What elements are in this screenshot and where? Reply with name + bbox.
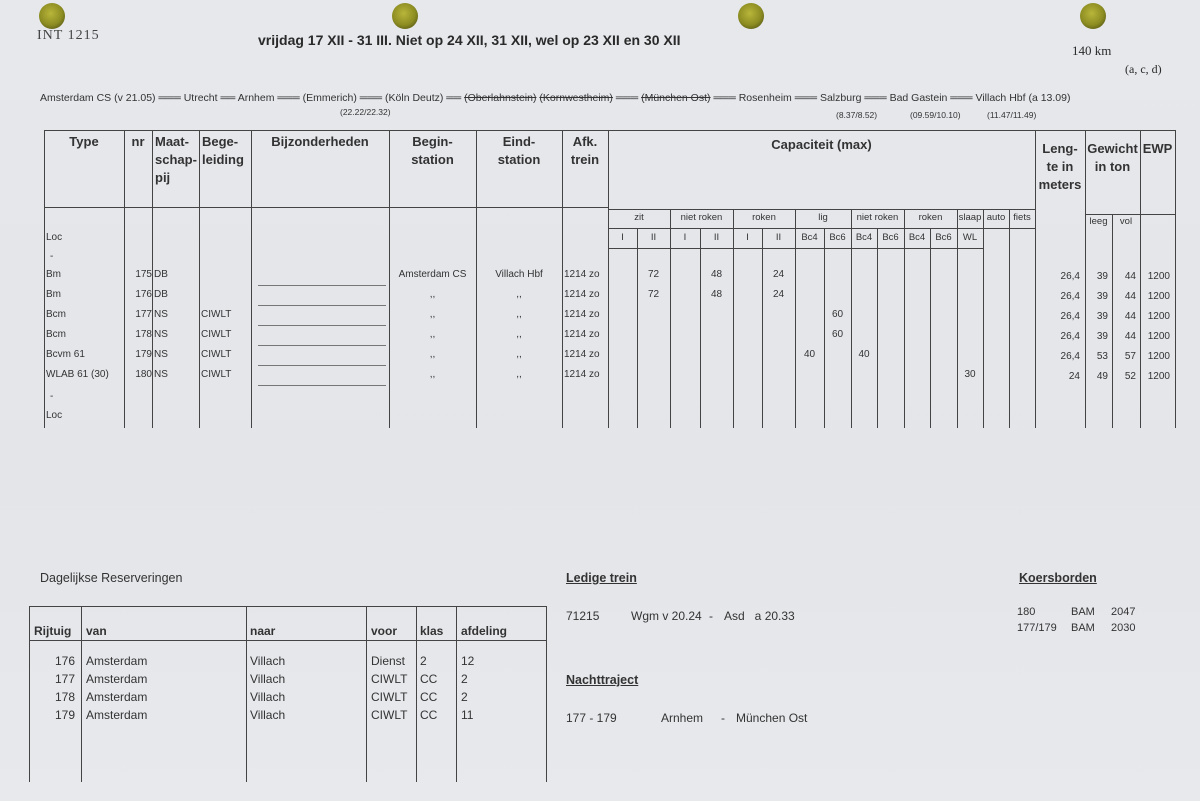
koers-code: BAM	[1071, 606, 1095, 618]
nachttraject-title: Nachttraject	[566, 673, 639, 687]
koers-nr: 177/179	[1017, 622, 1057, 634]
bijzonderheden-line	[258, 285, 386, 286]
class-label: I	[621, 232, 624, 243]
header-lengte: Leng- te in meters	[1038, 141, 1082, 192]
ledige-trein-to: Asd a 20.33	[724, 609, 795, 623]
cell-leeg: 39	[1096, 291, 1108, 302]
subheader-zit: zit	[634, 212, 644, 223]
ledige-trein-number: 71215	[566, 609, 600, 623]
route-stop: (Oberlahnstein)	[464, 92, 537, 104]
subheader-leeg: leeg	[1089, 216, 1108, 227]
bijzonderheden-line	[258, 385, 386, 386]
cell-leeg: 39	[1096, 311, 1108, 322]
cell-vol: 57	[1124, 351, 1136, 362]
subheader-niet-roken: niet roken	[680, 212, 723, 223]
cell-vol: 44	[1124, 291, 1136, 302]
cell-type: WLAB 61 (30)	[46, 369, 109, 380]
res-cell-klas: 2	[420, 654, 427, 668]
header-nr: nr	[131, 134, 145, 149]
res-cell-van: Amsterdam	[86, 708, 148, 722]
cell-maat: NS	[154, 369, 168, 380]
codes: (a, c, d)	[1125, 62, 1162, 76]
koers-num: 2047	[1111, 606, 1136, 618]
cell-ewp: 1200	[1147, 271, 1170, 282]
cell-r2: 24	[772, 269, 785, 280]
cell-begin: ,,	[429, 289, 436, 300]
cell-eind: ,,	[516, 369, 522, 380]
cell-afk: 1214 zo	[564, 369, 600, 380]
res-cell-naar: Villach	[250, 708, 286, 722]
cell-bege: CIWLT	[201, 309, 232, 320]
cell-ewp: 1200	[1147, 351, 1170, 362]
cell-leeg: 39	[1096, 331, 1108, 342]
nachttraject-from: Arnhem	[661, 711, 704, 725]
cell-leeg: 53	[1096, 351, 1108, 362]
header-afktrein: Afk. trein	[570, 134, 600, 167]
res-cell-naar: Villach	[250, 690, 286, 704]
cell-afk: 1214 zo	[564, 309, 600, 320]
nachttraject-to: München Ost	[736, 711, 808, 725]
cell-nr2: 48	[710, 269, 723, 280]
res-cell-van: Amsterdam	[86, 672, 148, 686]
class-label: I	[746, 232, 749, 243]
res-header-naar: naar	[250, 624, 276, 638]
route-stop: Bad Gastein	[889, 92, 948, 104]
route-stop: Arnhem	[237, 92, 275, 104]
cell-maat: NS	[154, 309, 168, 320]
res-cell-rijtuig: 177	[54, 672, 75, 686]
cell-nr: 179	[135, 349, 152, 360]
cell-bege: CIWLT	[201, 329, 232, 340]
res-cell-voor: CIWLT	[371, 690, 408, 704]
class-label: Bc4	[801, 232, 818, 243]
loc-label: Loc	[46, 410, 63, 421]
cell-begin: Amsterdam CS	[398, 269, 467, 280]
punch-hole	[392, 3, 418, 29]
cell-begin: ,,	[429, 369, 436, 380]
header-ewp: EWP	[1142, 141, 1173, 156]
route-stop: (Emmerich)	[302, 92, 357, 104]
header-bijzonderheden: Bijzonderheden	[271, 134, 369, 149]
bijzonderheden-line	[258, 325, 386, 326]
cell-eind: ,,	[516, 349, 522, 360]
cell-len: 24	[1068, 371, 1080, 382]
res-cell-naar: Villach	[250, 654, 286, 668]
cell-ewp: 1200	[1147, 311, 1170, 322]
cell-nr: 175	[135, 269, 152, 280]
cell-nr2: 48	[710, 289, 723, 300]
res-cell-voor: CIWLT	[371, 672, 408, 686]
cell-vol: 44	[1124, 331, 1136, 342]
header-gewicht: Gewicht in ton	[1087, 141, 1138, 174]
cell-afk: 1214 zo	[564, 349, 600, 360]
route-stop: (München Ost)	[641, 92, 711, 104]
res-cell-afdeling: 2	[461, 690, 468, 704]
punch-hole	[738, 3, 764, 29]
cell-type: Bcm	[46, 309, 66, 320]
bijzonderheden-line	[258, 365, 386, 366]
cell-eind: ,,	[516, 289, 522, 300]
cell-len: 26,4	[1060, 311, 1080, 322]
cell-leeg: 49	[1096, 371, 1108, 382]
res-cell-klas: CC	[420, 708, 438, 722]
date-line: vrijdag 17 XII - 31 III. Niet op 24 XII, 31 XII, wel op 23 XII en 30 XII	[258, 32, 681, 48]
salzburg-time: (09.59/10.10)	[910, 110, 961, 120]
cell-len: 26,4	[1060, 271, 1080, 282]
nachttraject-range: 177 - 179	[566, 711, 617, 725]
distance: 140 km	[1072, 43, 1112, 58]
res-cell-klas: CC	[420, 690, 438, 704]
header-eindstation: Eind- station	[497, 134, 541, 167]
koers-code: BAM	[1071, 622, 1095, 634]
res-cell-rijtuig: 179	[54, 708, 75, 722]
res-cell-rijtuig: 178	[54, 690, 75, 704]
res-cell-rijtuig: 176	[54, 654, 75, 668]
res-header-van: van	[86, 624, 107, 638]
cell-maat: DB	[154, 269, 168, 280]
cell-len: 26,4	[1060, 331, 1080, 342]
cell-maat: NS	[154, 349, 168, 360]
train-id: INT 1215	[37, 28, 100, 43]
cell-eind: Villach Hbf	[495, 269, 543, 280]
bijzonderheden-line	[258, 345, 386, 346]
class-label: Bc4	[855, 232, 873, 243]
res-header-afdeling: afdeling	[461, 624, 508, 638]
emmerich-time: (22.22/22.32)	[340, 107, 391, 117]
cell-begin: ,,	[429, 349, 436, 360]
class-label: Bc6	[882, 232, 899, 243]
cell-nr: 176	[135, 289, 152, 300]
cell-ewp: 1200	[1147, 371, 1170, 382]
cell-len: 26,4	[1060, 351, 1080, 362]
cell-zit2: 72	[647, 269, 660, 280]
cell-afk: 1214 zo	[564, 289, 600, 300]
cell-eind: ,,	[516, 329, 522, 340]
route-stop: (Köln Deutz)	[385, 92, 444, 104]
res-cell-afdeling: 2	[461, 672, 468, 686]
ledige-trein-title: Ledige trein	[566, 571, 637, 585]
res-cell-afdeling: 12	[461, 654, 475, 668]
subheader-fiets: fiets	[1013, 212, 1031, 223]
route-stop: Salzburg	[819, 92, 862, 104]
cell-leeg: 39	[1096, 271, 1108, 282]
cell-type: Bm	[46, 289, 61, 300]
cell-bege: CIWLT	[201, 369, 232, 380]
cell-type: Bm	[46, 269, 61, 280]
route-line: Amsterdam CS (v 21.05) ═══ Utrecht ══ Arnhem ═══ (Emmerich) ═══ (Köln Deutz) ══ (Oberlahnstein) (Kornwestheim) ═══ (München Ost) ═══ Rosenheim ═══ Salzburg ═══ Bad Gastein ═══ Villach Hbf (a 13.09)	[40, 92, 1071, 104]
cell-ewp: 1200	[1147, 291, 1170, 302]
route-stop: Rosenheim	[738, 92, 792, 104]
res-cell-voor: Dienst	[371, 654, 406, 668]
res-cell-afdeling: 11	[461, 708, 474, 722]
cell-vol: 52	[1124, 371, 1136, 382]
cell-nr: 180	[135, 369, 152, 380]
cell-nr: 177	[135, 309, 152, 320]
cell-zit2: 72	[647, 289, 660, 300]
route-stop: Villach Hbf (a 13.09)	[975, 92, 1071, 104]
cell-r2: 24	[772, 289, 785, 300]
punch-hole	[39, 3, 65, 29]
cell-maat: DB	[154, 289, 168, 300]
header-maatschappij: Maat- schap- pij	[155, 134, 197, 185]
ledige-trein-sep: -	[709, 609, 713, 623]
subheader-auto: auto	[986, 212, 1006, 223]
class-label: I	[683, 232, 687, 243]
class-label: II	[713, 232, 720, 243]
loc-label: Loc	[46, 232, 63, 243]
subheader-roken: roken	[752, 212, 776, 223]
cell-bege: CIWLT	[201, 349, 232, 360]
subheader-roken: roken	[918, 212, 943, 223]
nachttraject-sep: -	[721, 711, 725, 725]
header-type: Type	[69, 134, 99, 149]
res-cell-naar: Villach	[250, 672, 286, 686]
cell-ewp: 1200	[1147, 331, 1170, 342]
res-header-rijtuig: Rijtuig	[34, 624, 72, 638]
cell-lig-bc6: 60	[831, 309, 844, 320]
koers-nr: 180	[1017, 606, 1036, 618]
res-cell-klas: CC	[420, 672, 438, 686]
loc-dot: -	[50, 251, 54, 262]
class-label: Bc6	[829, 232, 846, 243]
cell-begin: ,,	[429, 329, 436, 340]
subheader-lig: lig	[818, 212, 828, 223]
punch-hole	[1080, 3, 1106, 29]
header-beginstation: Begin- station	[411, 134, 454, 167]
cell-type: Bcm	[46, 329, 66, 340]
route-stop: Utrecht	[183, 92, 218, 104]
cell-nr: 178	[135, 329, 152, 340]
subheader-vol: vol	[1119, 216, 1133, 227]
cell-begin: ,,	[429, 309, 436, 320]
cell-lig-bc4: 40	[803, 349, 816, 360]
koersborden-title: Koersborden	[1019, 571, 1097, 585]
header-begeleiding: Bege- leiding	[202, 134, 244, 167]
cell-vol: 44	[1124, 311, 1136, 322]
bijzonderheden-line	[258, 305, 386, 306]
cell-type: Bcvm 61	[46, 349, 85, 360]
cell-len: 26,4	[1060, 291, 1080, 302]
header-capaciteit: Capaciteit (max)	[771, 137, 872, 152]
rosenheim-time: (8.37/8.52)	[836, 110, 878, 120]
class-label: Bc4	[908, 232, 926, 243]
class-label: II	[775, 232, 782, 243]
badgastein-time: (11.47/11.49)	[987, 110, 1037, 120]
class-label: WL	[962, 232, 978, 243]
cell-lig-nr: 40	[858, 349, 870, 360]
route-stop: Amsterdam CS (v 21.05)	[40, 92, 156, 104]
cell-eind: ,,	[516, 309, 522, 320]
class-label: Bc6	[935, 232, 952, 243]
class-label: II	[650, 232, 657, 243]
cell-slaap: 30	[964, 369, 976, 380]
reserveringen-title: Dagelijkse Reserveringen	[40, 571, 183, 585]
subheader-niet-roken: niet roken	[856, 212, 899, 223]
res-header-klas: klas	[420, 624, 444, 638]
res-header-voor: voor	[371, 624, 398, 638]
cell-lig-bc6: 60	[831, 329, 844, 340]
cell-maat: NS	[154, 329, 168, 340]
ledige-trein-from: Wgm v 20.24	[631, 609, 702, 623]
res-cell-voor: CIWLT	[371, 708, 408, 722]
cell-afk: 1214 zo	[564, 269, 600, 280]
loc-dot: -	[50, 391, 54, 402]
res-cell-van: Amsterdam	[86, 690, 148, 704]
route-stop: (Kornwestheim)	[539, 92, 613, 104]
subheader-slaap: slaap	[958, 212, 982, 223]
res-cell-van: Amsterdam	[86, 654, 148, 668]
koers-num: 2030	[1111, 622, 1136, 634]
cell-vol: 44	[1124, 271, 1136, 282]
cell-afk: 1214 zo	[564, 329, 600, 340]
